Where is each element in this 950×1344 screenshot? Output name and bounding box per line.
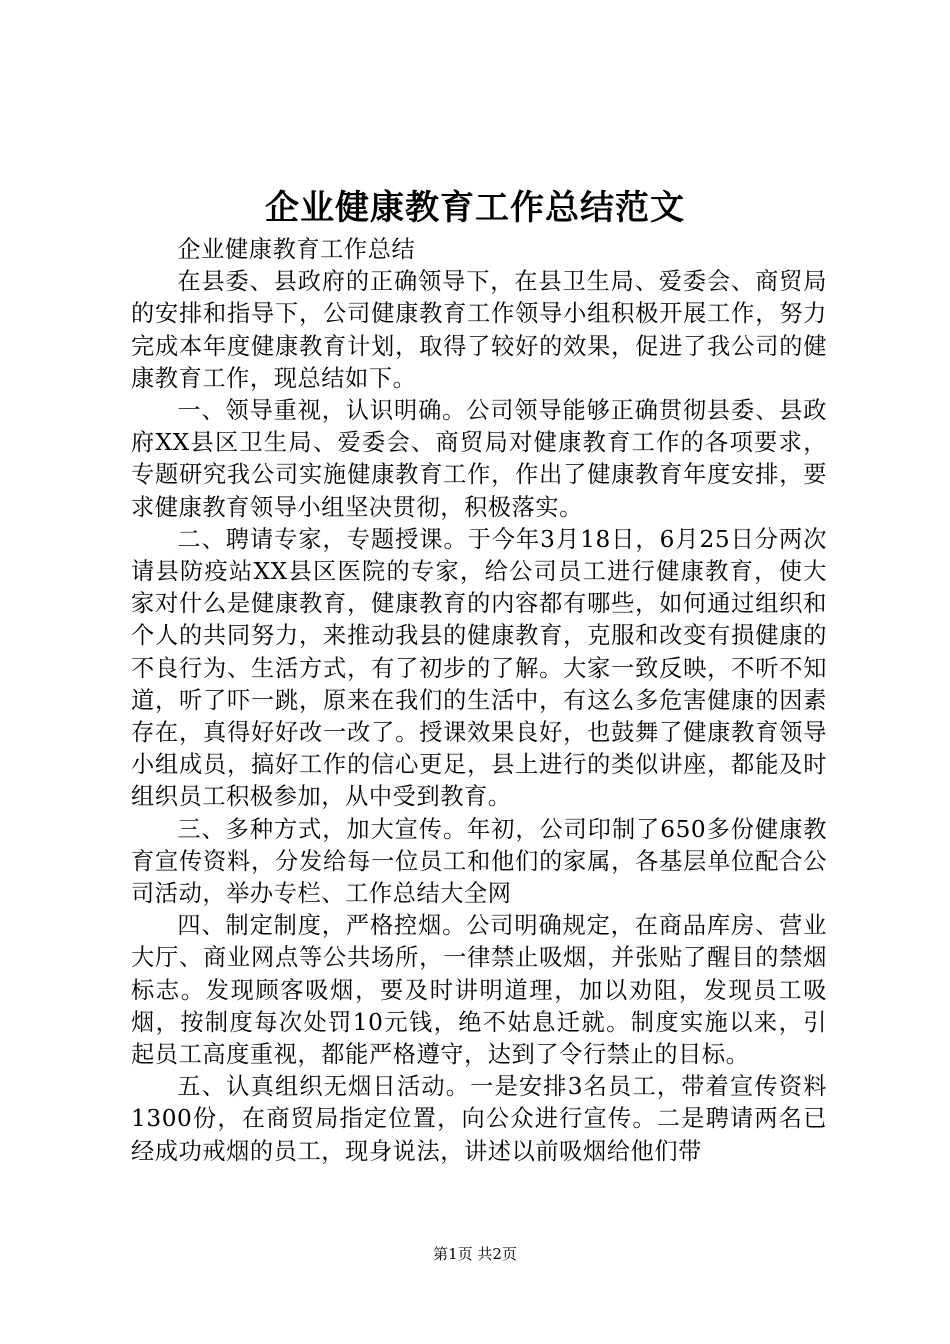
document-body	[131, 234, 827, 1168]
body-paragraph: 三、多种方式，加大宣传。年初，公司印制了650多份健康教育宣传资料，分发给每一位员工和他们的家属，各基层单位配合公司活动，举办专栏、工作总结大全网	[131, 815, 827, 908]
page-footer: 第1页 共2页	[433, 1245, 517, 1263]
body-paragraph: 二、聘请专家，专题授课。于今年3月18日，6月25日分两次请县防疫站XX县区医院的专家，给公司员工进行健康教育，使大家对什么是健康教育，健康教育的内容都有哪些，如何通过组织和个人的共同努力，来推动我县的健康教育，克服和改变有损健康的不良行为、生活方式，有了初步的了解。大家一致反映，不听不知道，听了吓一跳，原来在我们的生活中，有这么多危害健康的因素存在，真得好好改一改了。授课效果良好，也鼓舞了健康教育领导小组成员，搞好工作的信心更足，县上进行的类似讲座，都能及时组织员工积极参加，从中受到教育。	[131, 525, 827, 811]
body-paragraph: 一、领导重视，认识明确。公司领导能够正确贯彻县委、县政府XX县区卫生局、爱委会、商贸局对健康教育工作的各项要求，专题研究我公司实施健康教育工作，作出了健康教育年度安排，要求健康教育领导小组坚决贯彻，积极落实。	[131, 397, 827, 521]
body-paragraph: 五、认真组织无烟日活动。一是安排3名员工，带着宣传资料1300份，在商贸局指定位置，向公众进行宣传。二是聘请两名已经成功戒烟的员工，现身说法，讲述以前吸烟给他们带	[131, 1073, 827, 1165]
body-paragraph: 四、制定制度，严格控烟。公司明确规定，在商品库房、营业大厅、商业网点等公共场所，一律禁止吸烟，并张贴了醒目的禁烟标志。发现顾客吸烟，要及时讲明道理，加以劝阻，发现员工吸烟，按制度每次处罚10元钱，绝不姑息迁就。制度实施以来，引起员工高度重视，都能严格遵守，达到了令行禁止的目标。	[131, 912, 827, 1069]
document-title: 企业健康教育工作总结范文	[265, 188, 685, 228]
body-paragraph: 企业健康教育工作总结	[177, 236, 416, 263]
body-paragraph: 在县委、县政府的正确领导下，在县卫生局、爱委会、商贸局的安排和指导下，公司健康教育工作领导小组积极开展工作，努力完成本年度健康教育计划，取得了较好的效果，促进了我公司的健康教育工作，现总结如下。	[131, 268, 827, 392]
